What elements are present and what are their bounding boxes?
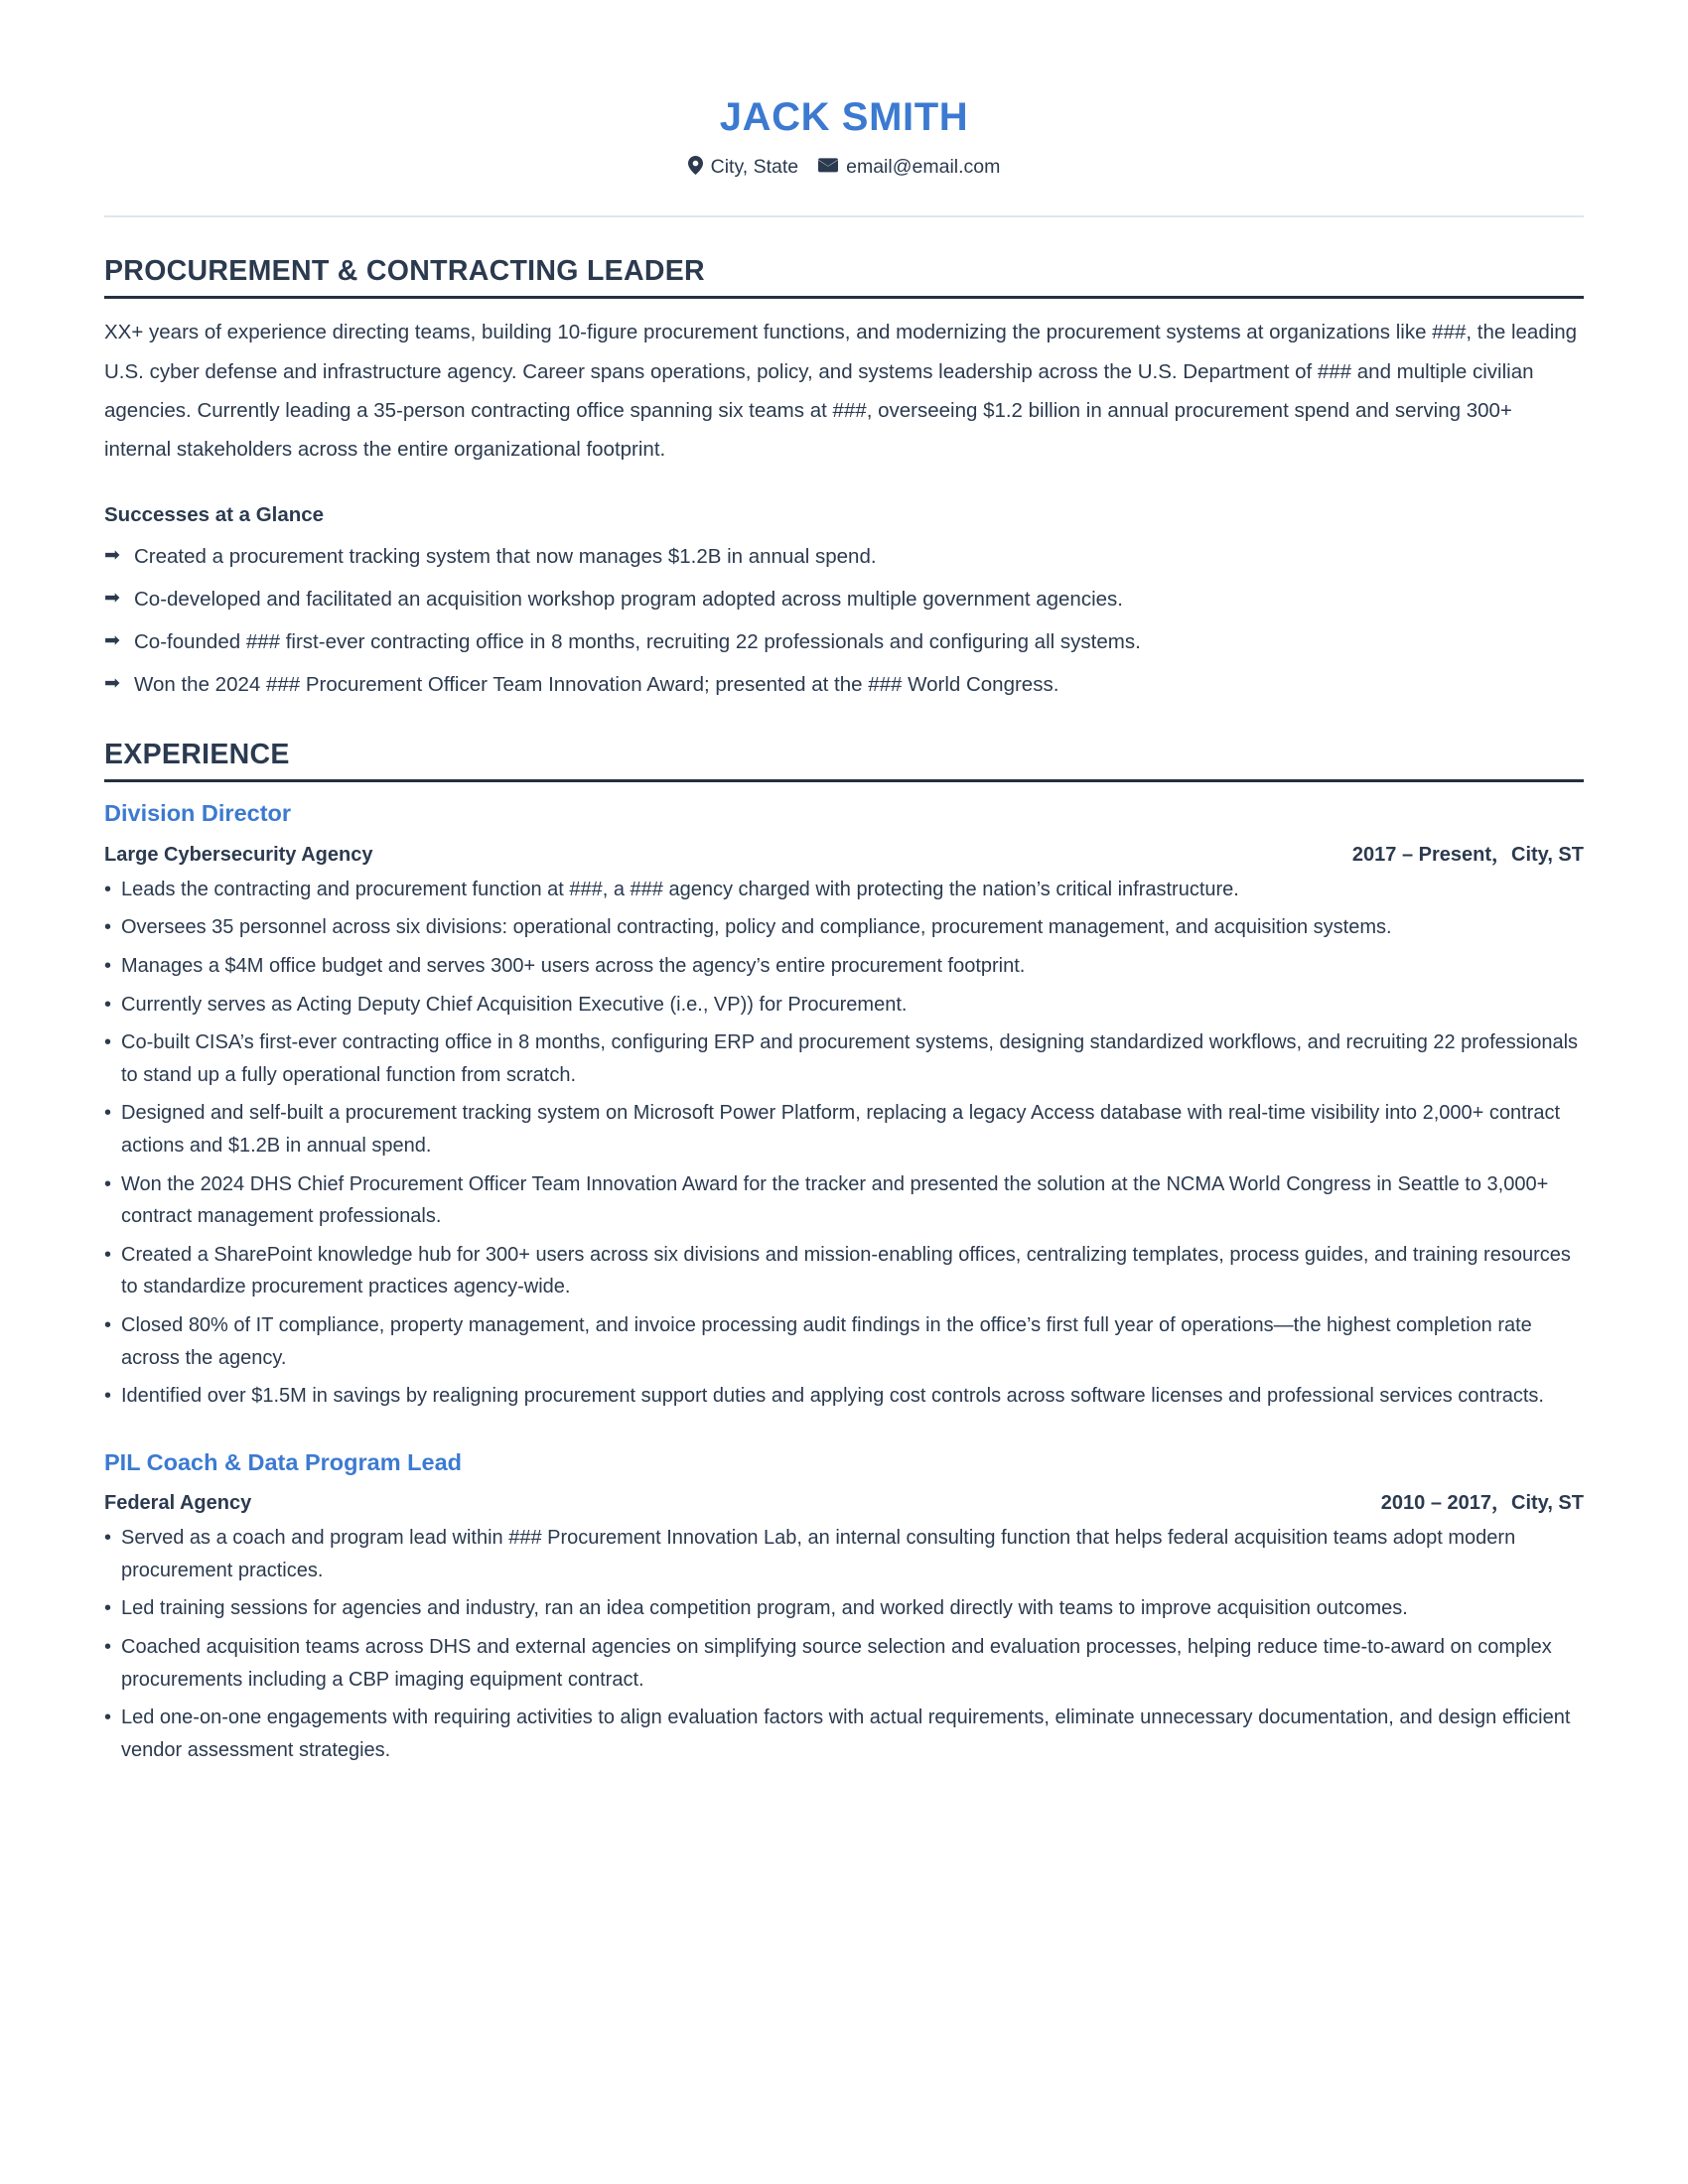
experience-entry [104,1447,1584,1767]
bullet-text: Coached acquisition teams across DHS and external agencies on simplifying source selection and evaluation processes, helping reduce time-to-award on complex procurements including a CBP imaging equipment contract. [121,1636,1552,1691]
list-item [104,1168,1584,1233]
success-text: Created a procurement tracking system that now manages $1.2B in annual spend. [134,545,877,569]
job-dates-location: 2017 – Present，City, ST [1351,843,1584,866]
list-item [104,1702,1584,1766]
bullet-dot-icon: • [104,1243,112,1266]
list-item [104,1026,1584,1091]
job-meta [104,838,1584,867]
job-company: Federal Agency [104,1492,252,1515]
bullet-text: Won the 2024 DHS Chief Procurement Officer Team Innovation Award for the tracker and presented the solution at the NCMA World Congress in Seattle to 3,000+ contract management professionals. [121,1172,1549,1228]
list-item [104,874,1584,906]
experience-section-rule [104,779,1584,782]
job-meta [104,1486,1584,1515]
email-text: email@email.com [846,156,1001,178]
bullet-dot-icon: • [104,1172,112,1195]
summary-section-title: PROCUREMENT & CONTRACTING LEADER [104,254,705,287]
list-item [104,1239,1584,1303]
arrow-right-icon: ➡ [104,629,120,651]
bullet-dot-icon: • [104,916,112,939]
successes-heading: Successes at a Glance [104,502,325,526]
job-dates-location: 2010 – 2017，City, ST [1380,1492,1584,1515]
bullet-dot-icon: • [104,878,112,900]
bullet-dot-icon: • [104,993,112,1016]
list-item [104,989,1584,1022]
bullet-dot-icon: • [104,1527,112,1550]
summary-section-rule [104,296,1584,299]
location-pin-icon [688,156,703,180]
experience-section [104,701,1584,1767]
bullet-text: Led one-on-one engagements with requiring activities to align evaluation factors with actual requirements, eliminate unnecessary documentation, and design efficient vendor assessment strategies. [121,1706,1571,1761]
bullet-text: Manages a $4M office budget and serves 300+ users across the agency’s entire procurement footprint. [121,955,1026,978]
job-company: Large Cybersecurity Agency [104,843,373,866]
bullet-text: Created a SharePoint knowledge hub for 300+ users across six divisions and mission-enabling offices, centralizing templates, process guides, and training resources to standardize procurement practices agency-wide. [121,1243,1571,1298]
success-text: Co-developed and facilitated an acquisition workshop program adopted across multiple government agencies. [134,588,1123,612]
envelope-icon [818,158,838,178]
candidate-name: JACK SMITH [719,95,969,139]
resume-header [104,0,1584,217]
summary-paragraph: XX+ years of experience directing teams, building 10-figure procurement functions, and modernizing the procurement systems at organizations like ###, the leading U.S. cyber defense and infrastructure agency. Career spans operations, policy, and systems leadership across the U.S. Department of ### and multiple civilian agencies. Currently leading a 35-person contracting office spanning six teams at ###, overseeing $1.2 billion in annual procurement spend and serving 300+ internal stakeholders across the entire organizational footprint. [104,321,1578,462]
bullet-dot-icon: • [104,955,112,978]
bullet-text: Identified over $1.5M in savings by realigning procurement support duties and applying cost controls across software licenses and professional services contracts. [121,1385,1544,1408]
list-item [104,911,1584,944]
bullet-dot-icon: • [104,1031,112,1054]
list-item [104,541,1584,573]
job-title: PIL Coach & Data Program Lead [104,1448,462,1475]
contact-location [688,156,799,180]
bullet-text: Closed 80% of IT compliance, property management, and invoice processing audit findings in the office’s first full year of operations—the highest completion rate across the agency. [121,1313,1532,1369]
bullet-text: Served as a coach and program lead within ### Procurement Innovation Lab, an internal consulting function that helps federal acquisition teams adopt modern procurement practices. [121,1527,1516,1581]
experience-section-title: EXPERIENCE [104,738,290,770]
location-text: City, State [710,156,799,178]
bullet-dot-icon: • [104,1706,112,1729]
list-item [104,1097,1584,1161]
job-title: Division Director [104,800,292,827]
bullet-dot-icon: • [104,1597,112,1620]
bullet-dot-icon: • [104,1313,112,1336]
arrow-right-icon: ➡ [104,588,120,610]
list-item [104,626,1584,658]
bullet-text: Oversees 35 personnel across six divisions: operational contracting, policy and compliance, procurement management, and acquisition systems. [121,916,1392,939]
success-text: Co-founded ### first-ever contracting office in 8 months, recruiting 22 professionals and configuring all systems. [134,629,1141,653]
bullet-dot-icon: • [104,1385,112,1408]
contact-email [818,158,1000,178]
list-item [104,669,1584,701]
bullet-text: Co-built CISA’s first-ever contracting office in 8 months, configuring ERP and procurement systems, designing standardized workflows, and recruiting 22 professionals to stand up a fully operational function from scratch. [121,1031,1579,1086]
contact-line [104,156,1584,180]
list-item [104,1309,1584,1374]
summary-section [104,217,1584,701]
bullet-text: Leads the contracting and procurement function at ###, a ### agency charged with protecting the nation’s critical infrastructure. [121,878,1239,900]
arrow-right-icon: ➡ [104,545,120,567]
job-bullet-list [104,874,1584,1413]
list-item [104,1522,1584,1586]
list-item [104,950,1584,983]
list-item [104,1631,1584,1696]
list-item [104,1380,1584,1413]
job-bullet-list [104,1522,1584,1766]
bullet-dot-icon: • [104,1636,112,1659]
arrow-right-icon: ➡ [104,672,120,694]
bullet-dot-icon: • [104,1102,112,1125]
bullet-text: Led training sessions for agencies and industry, ran an idea competition program, and worked directly with teams to improve acquisition outcomes. [121,1597,1408,1620]
experience-entry [104,798,1584,1412]
successes-list [104,541,1584,700]
list-item [104,1592,1584,1625]
bullet-text: Currently serves as Acting Deputy Chief Acquisition Executive (i.e., VP)) for Procurement. [121,993,908,1016]
list-item [104,584,1584,615]
success-text: Won the 2024 ### Procurement Officer Team Innovation Award; presented at the ### World Congress. [134,672,1059,696]
bullet-text: Designed and self-built a procurement tracking system on Microsoft Power Platform, replacing a legacy Access database with real-time visibility into 2,000+ contract actions and $1.2B in annual spend. [121,1102,1561,1157]
